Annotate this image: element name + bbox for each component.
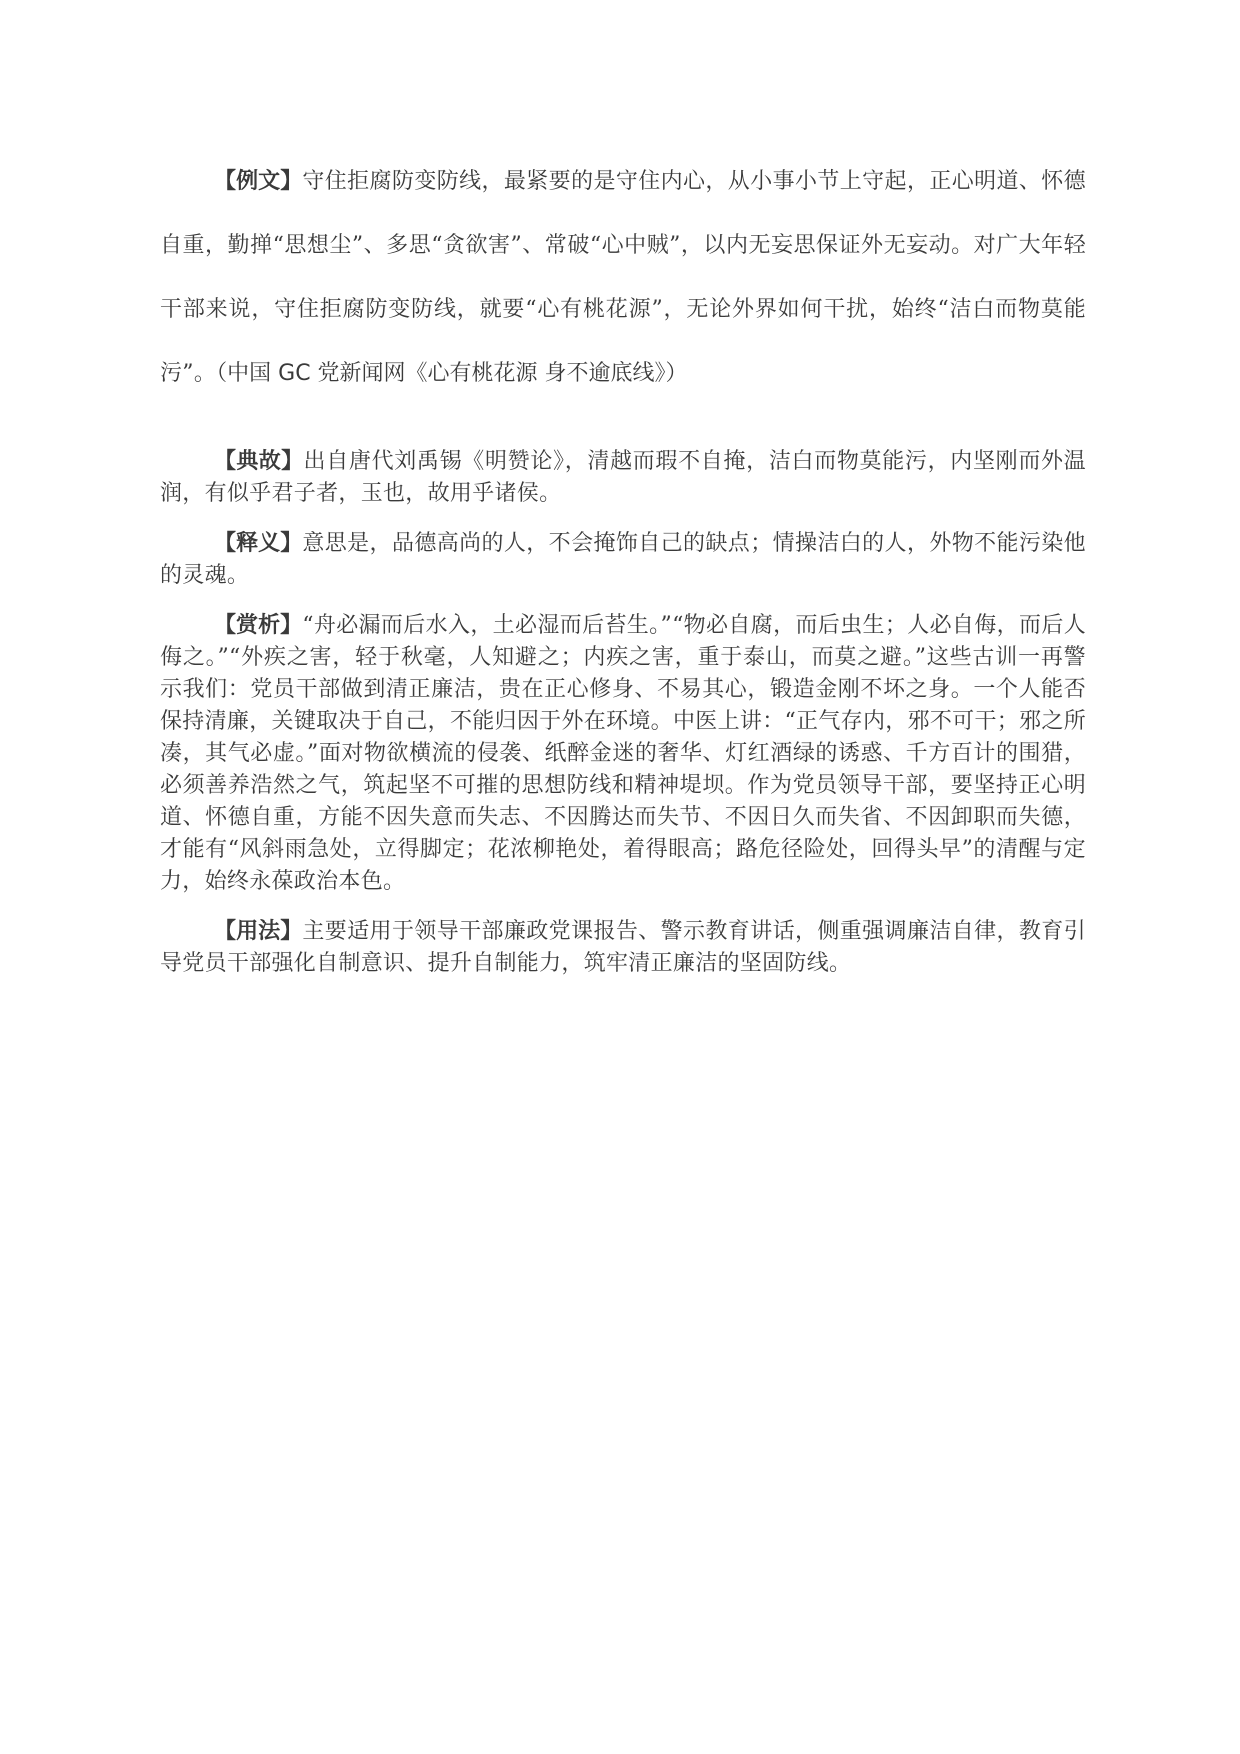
example-text: 守住拒腐防变防线，最紧要的是守住内心，从小事小节上守起，正心明道、怀德自重，勤掸“思想尘”、多思“贪欲害”、常破“心中贼”，以内无妄思保证外无妄动。对广大年轻干部来说，守住拒腐防变防线，就要“心有桃花源”，无论外界如何干扰，始终“洁白而物莫能污”。 [160,169,1086,386]
analysis-text: “舟必漏而后水入，土必湿而后苔生。”“物必自腐，而后虫生；人必自侮，而后人侮之。”“外疾之害，轻于秋毫，人知避之；内疾之害，重于泰山，而莫之避。”这些古训一再警示我们：党员干部做到清正廉洁，贵在正心修身、不易其心，锻造金刚不坏之身。一个人能否保持清廉，关键取决于自己，不能归因于外在环境。中医上讲：“正气存内，邪不可干；邪之所凑，其气必虚。”面对物欲横流的侵袭、纸醉金迷的奢华、灯红酒绿的诱惑、千方百计的围猎，必须善养浩然之气，筑起坚不可摧的思想防线和精神堤坝。作为党员领导干部，要坚持正心明道、怀德自重，方能不因失意而失志、不因腾达而失节、不因日久而失省、不因卸职而失德，才能有“风斜雨急处，立得脚定；花浓柳艳处，着得眼高；路危径险处，回得头早”的清醒与定力，始终永葆政治本色。 [160,613,1086,894]
analysis-label: 【赏析】 [214,613,303,638]
example-label: 【例文】 [214,169,303,194]
example-paragraph [160,150,1086,406]
allusion-text: 出自唐代刘禹锡《明赞论》，清越而瑕不自掩，洁白而物莫能污，内坚刚而外温润，有似乎君子者，玉也，故用乎诸侯。 [160,449,1086,506]
meaning-text: 意思是，品德高尚的人，不会掩饰自己的缺点；情操洁白的人，外物不能污染他的灵魂。 [160,531,1086,588]
usage-label: 【用法】 [214,919,303,944]
document-page [160,150,1086,998]
allusion-paragraph [160,446,1086,510]
meaning-label: 【释义】 [214,531,303,556]
meaning-paragraph [160,528,1086,592]
usage-paragraph [160,916,1086,980]
example-source: （中国 GC 党新闻网《心有桃花源 身不逾底线》） [216,361,688,386]
usage-text: 主要适用于领导干部廉政党课报告、警示教育讲话，侧重强调廉洁自律，教育引导党员干部强化自制意识、提升自制能力，筑牢清正廉洁的坚固防线。 [160,919,1086,976]
allusion-label: 【典故】 [214,449,304,474]
analysis-paragraph [160,610,1086,898]
